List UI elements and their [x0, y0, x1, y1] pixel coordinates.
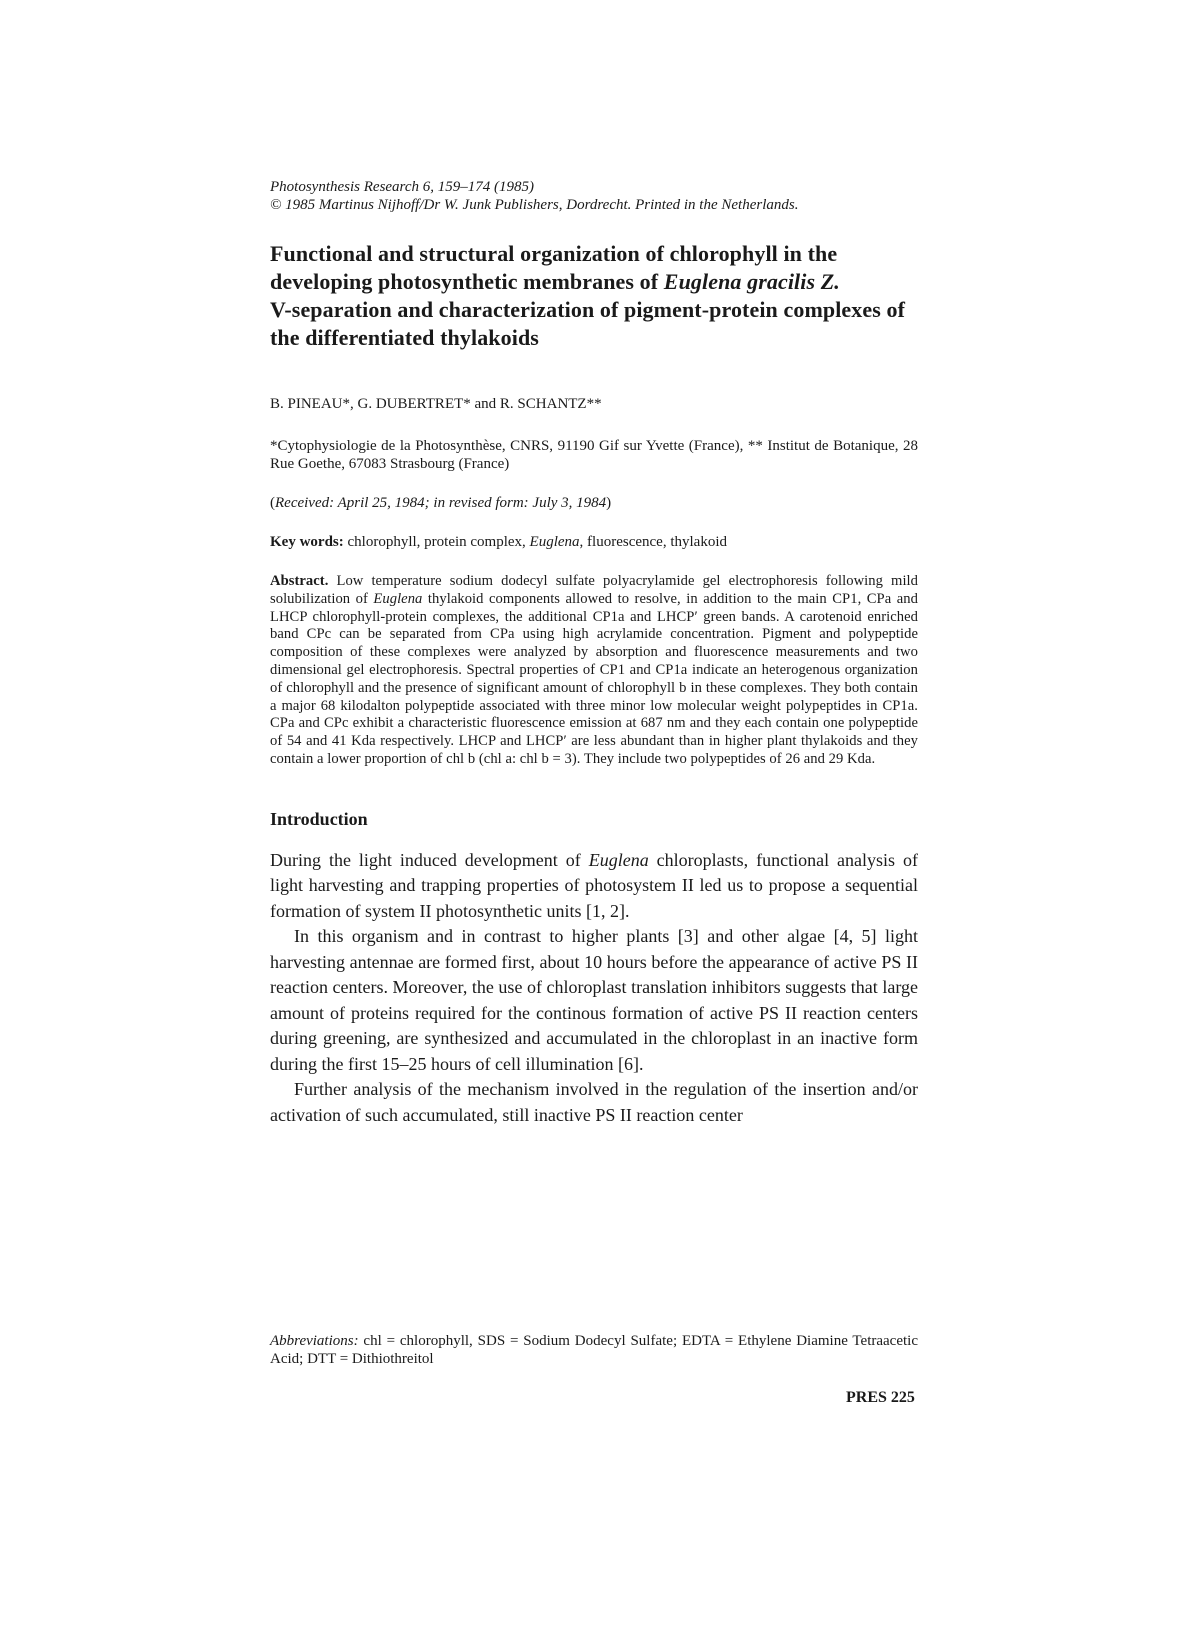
- keywords-after: , fluorescence, thylakoid: [579, 534, 727, 550]
- abbreviations-footnote: [270, 1332, 918, 1368]
- received-open: (: [270, 495, 275, 511]
- received-dates: [270, 495, 918, 512]
- abstract: [270, 573, 918, 769]
- article-title: [270, 240, 918, 352]
- introduction-heading: Introduction: [270, 808, 368, 829]
- footnote-label: Abbreviations:: [270, 1333, 359, 1349]
- title-part1: Functional and structural organization of chlorophyll in the developing photosynthetic membranes of: [270, 241, 838, 294]
- intro-p1-italic: Euglena: [588, 849, 649, 870]
- authors: B. PINEAU*, G. DUBERTRET* and R. SCHANTZ**: [270, 396, 602, 412]
- article-first-page: [270, 178, 918, 1128]
- introduction-body: [270, 848, 918, 1129]
- affiliations: *Cytophysiologie de la Photosynthèse, CNRS, 91190 Gif sur Yvette (France), ** Institut de Botanique, 28 Rue Goethe, 67083 Strasbourg (France): [270, 438, 918, 472]
- intro-paragraph-2: In this organism and in contrast to higher plants [3] and other algae [4, 5] light harvesting antennae are formed first, about 10 hours before the appearance of active PS II reaction centers. Moreover, the use of chloroplast translation inhibitors suggests that large amount of proteins required for the continous formation of active PS II reaction centers during greening, are synthesized and accumulated in the chloroplast in an inactive form during the first 15–25 hours of cell illumination [6].: [270, 926, 918, 1074]
- keywords: [270, 534, 918, 551]
- copyright-line: © 1985 Martinus Nijhoff/Dr W. Junk Publishers, Dordrecht. Printed in the Netherlands.: [270, 197, 799, 213]
- abstract-italic: Euglena: [373, 590, 423, 607]
- abstract-label: Abstract.: [270, 573, 329, 589]
- intro-p1-after: chloroplasts, functional analysis of light harvesting and trapping properties of photosystem II led us to propose a sequential formation of system II photosynthetic units [1, 2].: [270, 849, 918, 921]
- title-organism: Euglena gracilis Z.: [663, 269, 840, 294]
- title-part2: V-separation and characterization of pigment-protein complexes of the differentiated thylakoids: [270, 297, 906, 350]
- intro-p1-before: During the light induced development of: [270, 849, 589, 870]
- keywords-italic: Euglena: [529, 534, 580, 550]
- journal-citation: Photosynthesis Research 6, 159–174 (1985): [270, 179, 534, 195]
- received-close: ): [606, 495, 612, 511]
- intro-paragraph-3: Further analysis of the mechanism involved in the regulation of the insertion and/or activation of such accumulated, still inactive PS II reaction center: [270, 1079, 918, 1125]
- intro-paragraph-1: [270, 848, 918, 925]
- page-code: PRES 225: [846, 1389, 915, 1406]
- abstract-before: Low temperature sodium dodecyl sulfate polyacrylamide gel electrophoresis following mild solubilization of: [270, 573, 918, 607]
- footnote-text: chl = chlorophyll, SDS = Sodium Dodecyl Sulfate; EDTA = Ethylene Diamine Tetraacetic Acid; DTT = Dithiothreitol: [270, 1333, 918, 1367]
- abstract-after: thylakoid components allowed to resolve, in addition to the main CP1, CPa and LHCP chlorophyll-protein complexes, the additional CP1a and LHCP′ green bands. A carotenoid enriched band CPc can be separated from CPa using high acrylamide concentration. Pigment and polypeptide composition of these complexes were analyzed by absorption and fluorescence measurements and two dimensional gel electrophoresis. Spectral properties of CP1 and CP1a indicate an heterogenous organization of chlorophyll and the presence of significant amount of chlorophyll b in these complexes. They both contain a major 68 kilodalton polypeptide associated with three minor low molecular weight polypeptides in CP1a. CPa and CPc exhibit a characteristic fluorescence emission at 687 nm and they each contain one polypeptide of 54 and 41 Kda respectively. LHCP and LHCP′ are less abundant than in higher plant thylakoids and they contain a lower proportion of chl b (chl a: chl b = 3). They include two polypeptides of 26 and 29 Kda.: [270, 590, 918, 767]
- received-text: Received: April 25, 1984; in revised form: July 3, 1984: [275, 495, 607, 511]
- keywords-before: chlorophyll, protein complex,: [343, 534, 530, 550]
- keywords-label: Key words:: [270, 534, 344, 550]
